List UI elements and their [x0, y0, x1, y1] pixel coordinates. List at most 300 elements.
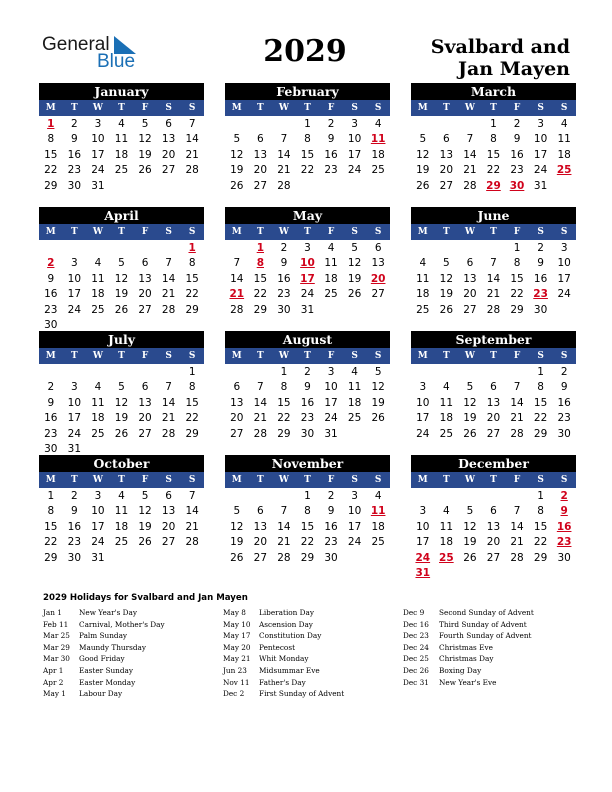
logo: [42, 34, 152, 74]
day: 6: [374, 242, 382, 254]
weekday-label: T: [490, 351, 497, 361]
day: 23: [510, 164, 524, 177]
weekday-label: W: [278, 475, 289, 485]
holiday-row: [223, 619, 403, 631]
weekday-label: S: [374, 351, 382, 361]
day: 9: [560, 381, 568, 394]
day: 7: [233, 257, 241, 270]
day: 27: [161, 164, 176, 177]
holiday-day: 1: [47, 118, 55, 130]
day: 15: [300, 520, 315, 533]
day: 14: [161, 396, 176, 409]
holiday-row: [223, 630, 403, 642]
empty-cell: [482, 365, 506, 380]
day: 12: [114, 272, 129, 285]
day: 15: [44, 520, 58, 533]
day: 25: [439, 427, 454, 440]
day: 20: [463, 288, 477, 301]
holiday-column: [43, 607, 223, 700]
month-title: September: [411, 331, 576, 348]
empty-cell: [225, 365, 249, 380]
day: 12: [463, 520, 477, 533]
day: 8: [513, 257, 521, 270]
empty-cell: [411, 489, 435, 504]
month-title: August: [225, 331, 390, 348]
day: 14: [185, 505, 199, 518]
holiday-row: [223, 607, 403, 619]
day: 20: [161, 148, 176, 161]
weekday-label: T: [442, 351, 450, 361]
day: 12: [463, 396, 477, 409]
weekday-label: S: [560, 227, 568, 237]
day: 24: [557, 288, 571, 301]
day: 17: [533, 148, 548, 161]
day: 24: [91, 164, 105, 177]
holiday-day: 11: [370, 133, 386, 146]
weekday-label: F: [141, 475, 149, 485]
holiday-name: Christmas Eve: [439, 642, 493, 652]
holiday-date: Jan 1: [43, 608, 62, 617]
day: 29: [185, 303, 199, 316]
holiday-day: 10: [300, 257, 315, 270]
weekday-header: [39, 472, 204, 488]
day: 8: [537, 505, 544, 518]
holiday-day: 20: [370, 272, 386, 285]
weekday-label: T: [70, 103, 78, 113]
day: 12: [371, 381, 385, 394]
day: 15: [510, 272, 524, 285]
day: 5: [141, 490, 149, 502]
day: 15: [300, 148, 315, 161]
empty-cell: [272, 117, 296, 132]
weekday-label: F: [513, 103, 521, 113]
day: 21: [486, 288, 501, 301]
weekday-label: T: [304, 475, 311, 485]
holiday-day: 30: [509, 179, 525, 192]
holiday-row: [403, 665, 583, 677]
day: 7: [490, 257, 497, 270]
holiday-date: Mar 30: [43, 654, 70, 664]
weekday-header: [39, 348, 204, 364]
logo-blue-text: Blue: [97, 51, 136, 72]
weekday-label: T: [256, 351, 264, 361]
empty-cell: [458, 117, 482, 132]
holiday-name: Ascension Day: [259, 619, 313, 629]
day: 26: [230, 179, 244, 192]
day: 20: [138, 412, 152, 425]
weekday-label: W: [278, 351, 289, 361]
weekday-label: W: [464, 227, 475, 237]
holiday-date: May 8: [223, 608, 246, 617]
day: 8: [304, 133, 311, 146]
weekday-label: S: [351, 227, 358, 237]
holiday-date: Dec 24: [403, 642, 429, 652]
weekday-label: T: [490, 103, 497, 113]
holiday-date: Mar 25: [43, 631, 70, 641]
day: 22: [44, 536, 58, 549]
day: 22: [300, 536, 315, 549]
holiday-row: [43, 642, 223, 654]
day: 17: [347, 520, 362, 533]
day: 30: [44, 318, 58, 331]
empty-cell: [482, 489, 506, 504]
month-march: [411, 83, 576, 194]
month-october: [39, 455, 204, 566]
day: 7: [188, 118, 196, 130]
empty-cell: [249, 117, 273, 132]
day: 17: [67, 288, 82, 301]
day: 3: [419, 381, 427, 394]
weekday-label: S: [537, 103, 544, 113]
weekday-label: S: [188, 103, 196, 113]
day: 5: [466, 381, 474, 394]
day: 10: [67, 396, 82, 409]
month-june: [411, 207, 576, 318]
day: 11: [91, 396, 105, 409]
day: 30: [324, 551, 338, 564]
day: 22: [185, 412, 199, 425]
weekday-label: T: [118, 475, 125, 485]
holiday-name: Maundy Thursday: [79, 642, 146, 652]
day: 3: [71, 257, 78, 270]
weekday-label: T: [256, 103, 264, 113]
holiday-date: Dec 31: [403, 677, 429, 687]
weekday-label: F: [327, 351, 335, 361]
day: 26: [463, 427, 477, 440]
holiday-name: Boxing Day: [439, 665, 482, 675]
day: 14: [463, 148, 477, 161]
day: 6: [141, 381, 149, 394]
weekday-label: T: [70, 351, 78, 361]
day: 14: [185, 133, 199, 146]
day: 14: [230, 272, 244, 285]
weekday-label: S: [537, 227, 544, 237]
empty-cell: [435, 241, 459, 256]
holiday-date: Dec 2: [223, 689, 245, 699]
day: 15: [277, 396, 291, 409]
day: 26: [138, 164, 152, 177]
day: 27: [138, 303, 152, 316]
holiday-date: Apr 2: [43, 677, 64, 687]
day: 2: [513, 118, 521, 130]
holiday-day: 11: [370, 505, 386, 518]
day: 27: [253, 179, 268, 192]
day: 6: [466, 257, 474, 270]
day: 22: [185, 288, 199, 301]
holiday-row: [403, 642, 583, 654]
day: 29: [300, 551, 315, 564]
day: 14: [277, 520, 291, 533]
weekday-label: T: [256, 475, 264, 485]
day: 9: [327, 505, 335, 518]
day: 7: [165, 381, 172, 394]
day: 8: [280, 381, 288, 394]
holiday-day: 31: [415, 566, 431, 579]
weekday-label: S: [188, 475, 196, 485]
holiday-name: Whit Monday: [259, 654, 309, 664]
weekday-label: M: [417, 227, 428, 237]
weekday-label: S: [351, 475, 358, 485]
day: 1: [304, 490, 311, 502]
holiday-row: [43, 653, 223, 665]
day: 29: [185, 427, 199, 440]
holiday-date: May 1: [43, 689, 66, 699]
weekday-label: S: [351, 103, 358, 113]
day: 4: [351, 366, 358, 378]
weekday-label: S: [537, 475, 544, 485]
holiday-date: Nov 11: [223, 677, 250, 687]
weekday-label: W: [464, 103, 475, 113]
weekday-label: T: [70, 475, 78, 485]
day: 23: [44, 303, 58, 316]
day: 12: [114, 396, 129, 409]
day: 27: [486, 427, 501, 440]
day: 26: [138, 536, 152, 549]
day: 21: [185, 148, 199, 161]
day: 6: [141, 257, 149, 270]
weekday-label: M: [417, 103, 428, 113]
holiday-date: Jun 23: [223, 665, 247, 675]
weekday-label: F: [141, 351, 149, 361]
day: 10: [347, 505, 362, 518]
day: 10: [557, 257, 571, 270]
empty-cell: [482, 241, 506, 256]
day: 22: [533, 412, 548, 425]
day: 10: [416, 396, 430, 409]
holidays-section: [43, 593, 583, 700]
day: 3: [537, 118, 544, 130]
day: 24: [347, 536, 362, 549]
day: 23: [300, 412, 315, 425]
holiday-column: [223, 607, 403, 700]
weekday-label: S: [374, 103, 382, 113]
day: 5: [118, 257, 125, 270]
day-grid: [39, 116, 204, 194]
day: 17: [67, 412, 82, 425]
empty-cell: [133, 241, 157, 256]
weekday-label: T: [442, 475, 450, 485]
weekday-label: W: [92, 475, 103, 485]
day: 28: [486, 303, 501, 316]
day: 20: [486, 412, 501, 425]
day: 29: [510, 303, 524, 316]
day: 19: [371, 396, 385, 409]
day: 5: [141, 118, 149, 130]
day: 22: [253, 288, 268, 301]
day: 28: [510, 427, 524, 440]
holiday-date: Dec 26: [403, 665, 429, 675]
day: 22: [510, 288, 524, 301]
day: 4: [327, 242, 335, 254]
day: 26: [463, 551, 477, 564]
day: 24: [67, 427, 82, 440]
day: 1: [537, 366, 544, 378]
holiday-row: [223, 642, 403, 654]
holiday-day: 23: [556, 536, 572, 549]
holiday-day: 16: [556, 520, 572, 533]
day: 5: [118, 381, 125, 394]
empty-cell: [86, 365, 110, 380]
holiday-row: [223, 677, 403, 689]
day: 31: [67, 442, 82, 455]
holiday-date: May 21: [223, 654, 251, 664]
day: 4: [94, 257, 102, 270]
weekday-label: M: [231, 227, 242, 237]
day: 17: [324, 396, 338, 409]
day: 17: [416, 536, 430, 549]
day: 21: [510, 536, 524, 549]
day: 27: [371, 288, 385, 301]
day: 4: [443, 381, 450, 394]
day: 18: [114, 148, 129, 161]
holiday-date: Dec 23: [403, 631, 429, 641]
day: 9: [71, 505, 78, 518]
day: 11: [114, 505, 129, 518]
day: 1: [304, 118, 311, 130]
weekday-label: M: [45, 351, 56, 361]
day: 29: [533, 427, 548, 440]
day: 8: [188, 381, 196, 394]
holiday-day: 9: [560, 505, 568, 518]
day: 25: [324, 288, 338, 301]
holiday-name: Fourth Sunday of Advent: [439, 631, 532, 641]
day: 13: [253, 148, 268, 161]
month-september: [411, 331, 576, 442]
empty-cell: [458, 365, 482, 380]
day: 18: [371, 520, 385, 533]
holiday-row: [223, 688, 403, 700]
month-february: [225, 83, 390, 194]
empty-cell: [225, 241, 249, 256]
weekday-label: F: [141, 227, 149, 237]
day-grid: [39, 240, 204, 333]
day: 7: [188, 490, 196, 502]
day: 10: [533, 133, 548, 146]
day: 13: [138, 396, 152, 409]
day: 10: [67, 272, 82, 285]
weekday-label: S: [188, 227, 196, 237]
empty-cell: [39, 365, 63, 380]
day: 19: [230, 536, 244, 549]
empty-cell: [225, 117, 249, 132]
day: 7: [257, 381, 264, 394]
weekday-label: T: [442, 227, 450, 237]
day: 14: [161, 272, 176, 285]
weekday-header: [225, 348, 390, 364]
weekday-label: S: [188, 351, 196, 361]
weekday-label: S: [374, 475, 382, 485]
day: 27: [439, 179, 454, 192]
weekday-label: W: [278, 103, 289, 113]
empty-cell: [435, 489, 459, 504]
day: 6: [233, 381, 241, 394]
day: 5: [374, 366, 382, 378]
day: 19: [463, 412, 477, 425]
day: 20: [230, 412, 244, 425]
day: 1: [47, 490, 55, 502]
weekday-label: T: [256, 227, 264, 237]
day: 30: [67, 551, 82, 564]
day: 28: [185, 164, 199, 177]
day: 27: [486, 551, 501, 564]
weekday-label: S: [351, 351, 358, 361]
holiday-name: New Year's Eve: [439, 677, 497, 687]
day-grid: [411, 364, 576, 442]
month-january: [39, 83, 204, 194]
weekday-label: S: [165, 227, 172, 237]
day: 2: [71, 118, 78, 130]
weekday-label: S: [560, 475, 568, 485]
day: 10: [347, 133, 362, 146]
day: 31: [91, 179, 105, 192]
day: 30: [44, 442, 58, 455]
weekday-label: W: [92, 351, 103, 361]
day: 9: [513, 133, 521, 146]
holiday-name: First Sunday of Advent: [259, 689, 345, 699]
day: 8: [188, 257, 196, 270]
holiday-date: Dec 25: [403, 654, 429, 664]
day: 13: [253, 520, 268, 533]
day: 17: [347, 148, 362, 161]
holiday-row: [403, 607, 583, 619]
empty-cell: [249, 489, 273, 504]
day-grid: [225, 364, 390, 442]
day: 6: [165, 490, 172, 502]
country-title: Svalbard and Jan Mayen: [430, 36, 570, 80]
holiday-name: Midsummar Eve: [259, 665, 320, 675]
month-title: June: [411, 207, 576, 224]
day: 22: [300, 164, 315, 177]
day-grid: [225, 488, 390, 566]
holiday-row: [43, 665, 223, 677]
day: 14: [510, 520, 524, 533]
day: 30: [557, 427, 571, 440]
holiday-row: [403, 653, 583, 665]
day: 19: [138, 520, 152, 533]
day: 16: [300, 396, 315, 409]
day: 18: [416, 288, 430, 301]
empty-cell: [505, 365, 529, 380]
month-title: January: [39, 83, 204, 100]
day: 21: [161, 412, 176, 425]
day: 8: [490, 133, 497, 146]
day: 13: [439, 148, 454, 161]
weekday-label: S: [165, 103, 172, 113]
day: 7: [513, 505, 521, 518]
day: 11: [416, 272, 430, 285]
day: 19: [230, 164, 244, 177]
day: 15: [533, 520, 548, 533]
day: 5: [233, 505, 241, 518]
day: 3: [94, 118, 102, 130]
holiday-name: Easter Monday: [79, 677, 136, 687]
day: 13: [161, 133, 176, 146]
day-grid: [39, 488, 204, 566]
day: 19: [347, 272, 362, 285]
day: 8: [47, 505, 55, 518]
day: 2: [327, 118, 335, 130]
weekday-label: M: [45, 475, 56, 485]
month-title: April: [39, 207, 204, 224]
weekday-label: S: [374, 227, 382, 237]
day: 20: [161, 520, 176, 533]
holiday-name: Palm Sunday: [79, 631, 128, 641]
day: 6: [443, 133, 450, 146]
day: 5: [443, 257, 450, 270]
day: 17: [557, 272, 571, 285]
day: 12: [230, 148, 244, 161]
weekday-label: T: [304, 351, 311, 361]
